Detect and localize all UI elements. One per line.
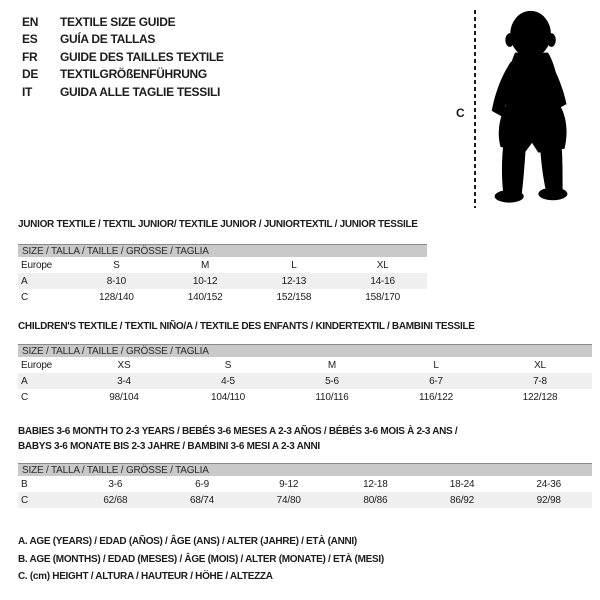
table-cell: 12-18	[363, 478, 388, 490]
table-cell: 80/86	[363, 494, 388, 506]
table-cell: 92/98	[536, 494, 561, 506]
language-code: IT	[22, 84, 33, 99]
table-cell: 4-5	[221, 375, 235, 387]
table-row-height	[18, 492, 592, 508]
table-row-europe	[18, 357, 592, 373]
table-cell: XL	[534, 359, 546, 371]
table-cell: 9-12	[279, 478, 299, 490]
language-row-es	[22, 31, 224, 49]
legend-line-b: B. AGE (MONTHS) / EDAD (MESES) / ÂGE (MOIS) / ALTER (MONATE) / ETÀ (MESI)	[18, 553, 384, 565]
language-list	[22, 13, 224, 101]
junior-size-table	[18, 244, 427, 305]
legend-line-c: C. (cm) HEIGHT / ALTURA / HAUTEUR / HÖHE / ALTEZZA	[18, 571, 273, 582]
babies-title-line2: BABYS 3-6 MONATE BIS 2-3 JAHRE / BAMBINI 3-6 MESI A 2-3 ANNI	[18, 441, 320, 452]
table-cell: 104/110	[210, 391, 245, 403]
table-cell: 68/74	[189, 494, 215, 506]
baby-silhouette-icon	[481, 8, 585, 207]
row-label: A	[21, 375, 28, 387]
table-cell: 86/92	[450, 494, 475, 506]
size-header-label: SIZE / TALLA / TAILLE / GRÖSSE / TAGLIA	[22, 345, 209, 357]
table-cell: XL	[376, 259, 389, 271]
guide-title-de: TEXTILGRÖßENFÜHRUNG	[60, 67, 207, 82]
size-header-label: SIZE / TALLA / TAILLE / GRÖSSE / TAGLIA	[22, 245, 209, 257]
size-header-label: SIZE / TALLA / TAILLE / GRÖSSE / TAGLIA	[22, 464, 209, 476]
height-dashed-line	[474, 10, 476, 208]
row-label: C	[21, 291, 29, 303]
table-cell: XS	[117, 359, 131, 371]
table-cell: 62/68	[103, 494, 128, 506]
row-label: Europe	[21, 359, 53, 371]
guide-title-en: TEXTILE SIZE GUIDE	[60, 14, 176, 29]
table-cell: S	[113, 259, 120, 271]
language-row-it	[22, 83, 224, 101]
babies-size-table	[18, 463, 592, 508]
row-label: Europe	[21, 259, 53, 271]
table-cell: M	[327, 359, 337, 371]
size-header-bar	[18, 344, 592, 357]
legend-line-a: A. AGE (YEARS) / EDAD (AÑOS) / ÂGE (ANS) / ALTER (JAHRE) / ETÀ (ANNI)	[18, 536, 357, 547]
table-cell: 128/140	[99, 291, 134, 303]
table-cell: L	[433, 359, 439, 371]
table-row-height	[18, 289, 427, 305]
size-header-bar	[18, 244, 427, 257]
table-cell: 10-12	[192, 275, 218, 287]
row-label: B	[21, 478, 28, 490]
language-code: ES	[22, 32, 38, 47]
table-row-europe	[18, 257, 427, 273]
table-row-age	[18, 273, 427, 289]
table-cell: 12-13	[281, 275, 307, 287]
table-cell: 7-8	[533, 375, 547, 387]
table-row-height	[18, 389, 592, 405]
children-table-title: CHILDREN'S TEXTILE / TEXTIL NIÑO/A / TEXTILE DES ENFANTS / KINDERTEXTIL / BAMBINI TESSILE	[18, 321, 475, 332]
table-cell: 14-16	[370, 275, 395, 287]
table-row-age	[18, 373, 592, 389]
table-cell: 8-10	[106, 275, 126, 287]
height-measure-label: C	[456, 106, 465, 120]
babies-table-title	[18, 424, 457, 454]
table-cell: 110/116	[315, 391, 349, 403]
size-header-bar	[18, 463, 592, 476]
junior-table-title: JUNIOR TEXTILE / TEXTIL JUNIOR/ TEXTILE JUNIOR / JUNIORTEXTIL / JUNIOR TESSILE	[18, 219, 418, 230]
guide-title-fr: GUIDE DES TAILLES TEXTILE	[60, 49, 224, 64]
row-label: A	[21, 275, 28, 287]
language-code: EN	[22, 14, 39, 29]
table-cell: 6-7	[429, 375, 443, 387]
table-cell: 24-36	[536, 478, 561, 490]
table-cell: 5-6	[325, 375, 339, 387]
table-cell: 116/122	[418, 391, 453, 403]
table-cell: 6-9	[195, 478, 209, 490]
table-cell: 122/128	[522, 391, 558, 403]
table-cell: S	[224, 359, 232, 371]
table-cell: 3-4	[117, 375, 131, 387]
row-label: C	[21, 391, 29, 403]
guide-title-es: GUÍA DE TALLAS	[60, 32, 156, 47]
language-row-fr	[22, 48, 224, 66]
table-cell: 158/170	[365, 291, 400, 303]
language-row-de	[22, 66, 224, 84]
table-cell: 3-6	[108, 478, 123, 490]
babies-title-line1: BABIES 3-6 MONTH TO 2-3 YEARS / BEBÉS 3-6 MESES A 2-3 AÑOS / BÉBÉS 3-6 MOIS À 2-3 ANS /	[18, 426, 458, 437]
table-cell: 140/152	[187, 291, 223, 303]
children-size-table	[18, 344, 592, 405]
row-label: C	[21, 494, 29, 506]
table-cell: M	[201, 259, 210, 271]
table-cell: 98/104	[109, 391, 139, 403]
language-code: FR	[22, 49, 38, 64]
table-cell: 18-24	[449, 478, 475, 490]
language-row-en	[22, 13, 224, 31]
legend	[18, 533, 384, 586]
table-cell: 74/80	[276, 494, 301, 506]
table-cell: 152/158	[276, 291, 312, 303]
guide-title-it: GUIDA ALLE TAGLIE TESSILI	[60, 84, 221, 99]
table-row-months	[18, 476, 592, 492]
language-code: DE	[22, 67, 39, 82]
table-cell: L	[291, 259, 297, 271]
